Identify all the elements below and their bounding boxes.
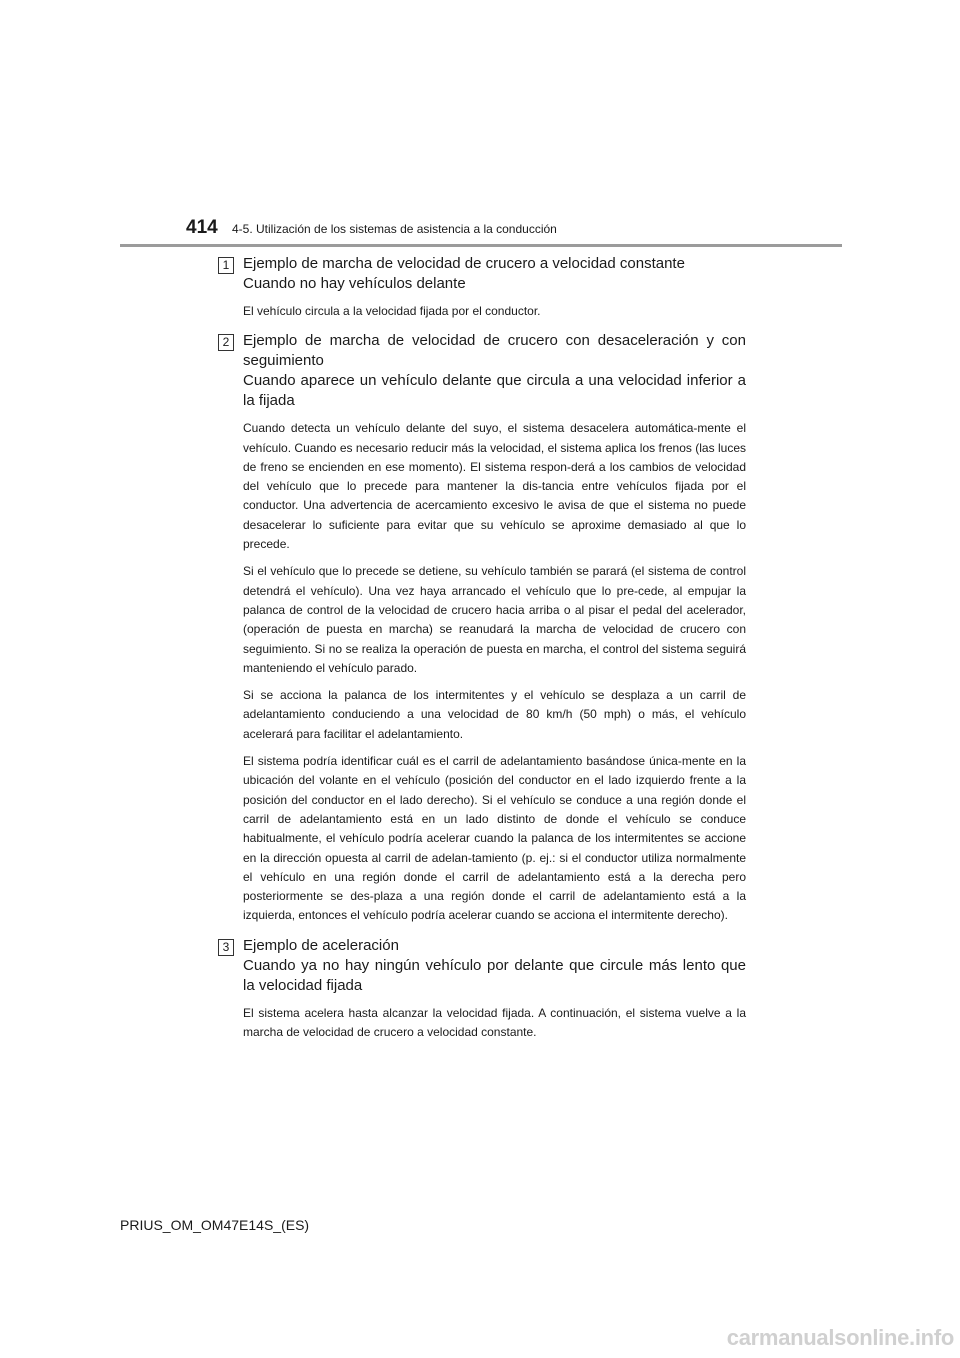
body-paragraph: Si se acciona la palanca de los intermitentes y el vehículo se desplaza a un carril de adelantamiento conduciendo a una velocidad de 80 km/h (50 mph) o más, el vehículo acelerará para facilitar el adelantamiento. [243,688,746,741]
section-item [218,936,746,1043]
chapter-title: 4-5. Utilización de los sistemas de asistencia a la conducción [232,222,557,236]
step-number-badge: 2 [218,334,234,351]
body-paragraph: Si el vehículo que lo precede se detiene, su vehículo también se parará (el sistema de control detendrá el vehículo). Una vez haya arrancado el vehículo que lo pre-cede, al empujar la palanca de control de la velocidad de crucero hacia arriba o al pisar el pedal del acelerador, (operación de puesta en marcha) se reanudará la marcha de velocidad de crucero con seguimiento. Si no se realiza la operación de puesta en marcha, el control del sistema seguirá manteniendo el vehículo parado. [243,564,746,675]
header-rule [120,244,842,247]
step-number-badge: 3 [218,939,234,956]
section-heading [243,331,746,411]
body-paragraph: Cuando detecta un vehículo delante del suyo, el sistema desacelera automática-mente el vehículo. Cuando es necesario reducir más la velocidad, el sistema aplica los frenos (las luces de freno se encienden en ese momento). El sistema respon-derá a los cambios de velocidad del vehículo que lo precede para mantener la dis-tancia entre vehículos fijada por el conductor. Una advertencia de acercamiento excesivo le avisa de que el sistema no puede desacelerar lo suficiente para evitar que su vehículo se aproxime demasiado al que lo precede. [243,421,746,552]
heading-line: la fijada [243,392,295,410]
section-heading [243,936,746,996]
heading-line: Cuando aparece un vehículo delante que circula a una velocidad inferior a [243,372,746,390]
heading-line: seguimiento [243,352,324,370]
section-item [218,254,746,321]
heading-line: Ejemplo de marcha de velocidad de crucero con desaceleración y con [243,332,746,350]
watermark-link[interactable]: carmanualsonline.info [726,1325,954,1350]
heading-line: la velocidad fijada [243,976,363,994]
section-item [218,331,746,925]
footer-document-code: PRIUS_OM_OM47E14S_(ES) [120,1217,310,1233]
body-paragraph: El sistema podría identificar cuál es el carril de adelantamiento basándose única-mente en la ubicación del volante en el vehículo (posición del conductor en el lado izquierdo frente a la posición del conductor en el lado derecho). Si el vehículo se conduce a una región donde el carril de adelantamiento está en un lado distinto de donde el vehículo se conduce habitualmente, el vehículo podría acelerar cuando la palanca de los intermitentes se accione en la dirección opuesta al carril de adelan-tamiento (p. ej.: si el conductor utiliza normalmente el vehículo en una región donde el carril de adelantamiento está a la derecha pero posteriormente se des-plaza a una región donde el carril de adelantamiento está a la izquierda, entonces el vehículo podría acelerar cuando se acciona el intermitente derecho). [243,754,746,923]
content [218,254,746,1050]
heading-line: Cuando ya no hay ningún vehículo por delante que circule más lento que [243,956,746,974]
section-heading [243,254,746,294]
heading-line: Ejemplo de marcha de velocidad de crucero a velocidad constante [243,255,685,272]
page-number: 414 [186,217,218,238]
body-paragraph: El vehículo circula a la velocidad fijada por el conductor. [243,304,541,318]
body-paragraph: El sistema acelera hasta alcanzar la velocidad fijada. A continuación, el sistema vuelve a la marcha de velocidad de crucero a velocidad constante. [243,1005,746,1040]
heading-line: Cuando no hay vehículos delante [243,275,466,292]
step-number-badge: 1 [218,257,234,274]
heading-line: Ejemplo de aceleración [243,936,399,954]
